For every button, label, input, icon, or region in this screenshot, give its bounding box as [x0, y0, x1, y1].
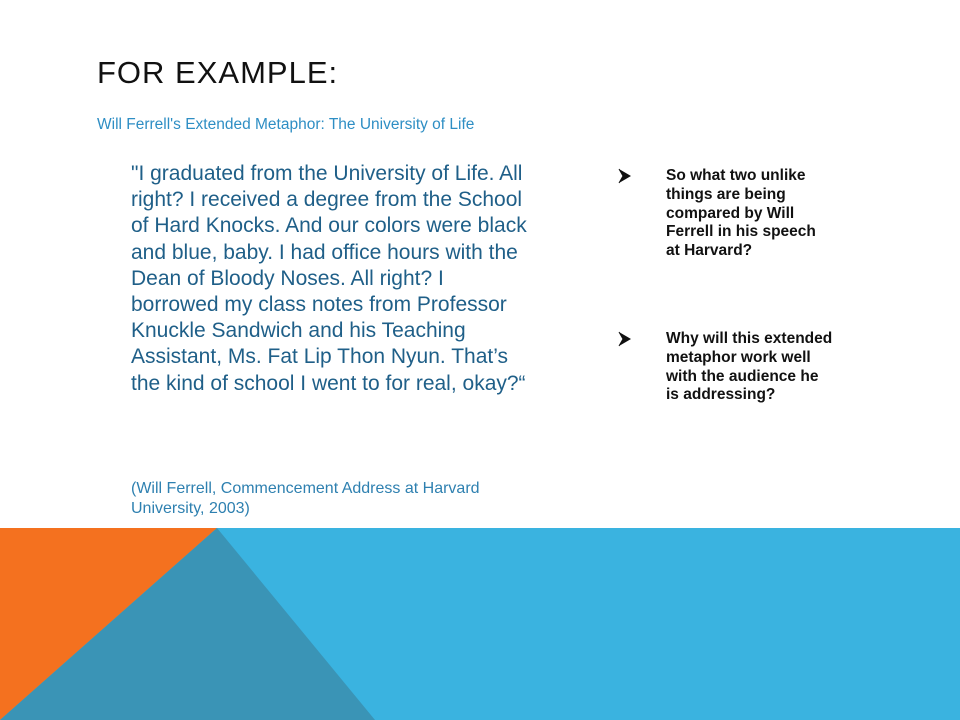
quote-text: "I graduated from the University of Life. All right? I received a degree from the School of Hard Knocks. And our colors were black and blue, baby. I had office hours with the Dean of Bloody Noses. All right? I borrowed my class notes from Professor Knuckle Sandwich and his Teaching Assistant, Ms. Fat Lip Thon Nyun. That’s the kind of school I went to for real, okay?“: [131, 162, 527, 395]
arrow-bullet-icon: [618, 168, 632, 184]
arrow-bullet-icon: [618, 331, 632, 347]
slide-subtitle: Will Ferrell's Extended Metaphor: The University of Life: [97, 116, 475, 133]
question-list: [618, 167, 833, 405]
question-text: So what two unlike things are being compared by Will Ferrell in his speech at Harvard?: [666, 167, 816, 260]
question-item: [618, 167, 833, 261]
question-item: [618, 330, 833, 405]
quote-citation: (Will Ferrell, Commencement Address at Harvard University, 2003): [131, 480, 480, 517]
slide-title: FOR EXAMPLE:: [97, 55, 339, 90]
question-text: Why will this extended metaphor work well with the audience he is addressing?: [666, 329, 833, 404]
